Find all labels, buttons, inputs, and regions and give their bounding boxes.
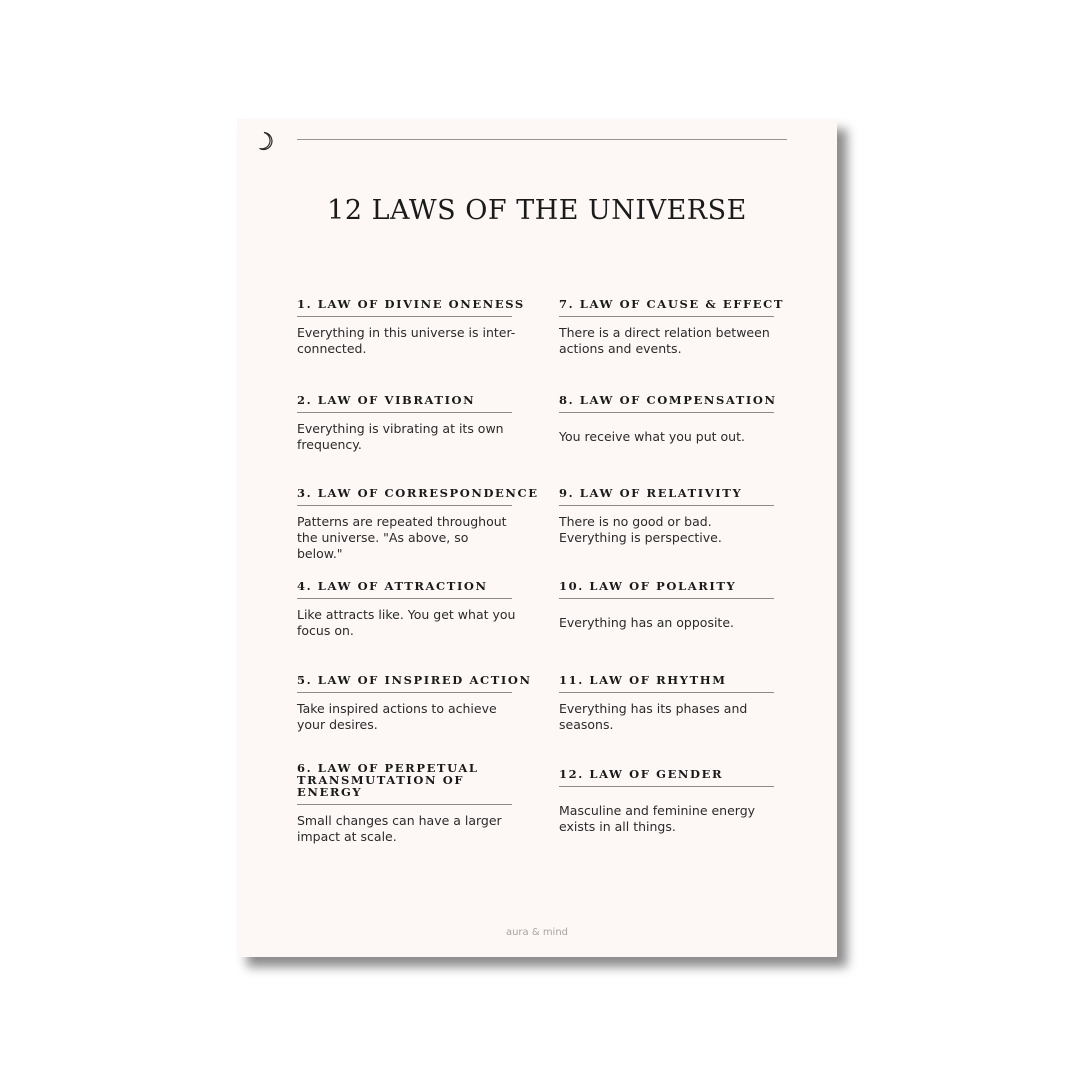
law-item [297, 394, 517, 453]
law-description: Take inspired actions to achieve your desires. [297, 701, 497, 732]
law-heading: 8. LAW OF COMPENSATION [559, 393, 777, 407]
law-item [559, 580, 779, 631]
law-heading: 5. LAW OF INSPIRED ACTION [297, 673, 532, 687]
law-item [297, 297, 525, 357]
law-item [297, 580, 517, 639]
law-item [297, 673, 532, 733]
law-heading: 2. LAW OF VIBRATION [297, 393, 476, 407]
law-divider [559, 505, 774, 506]
law-divider [297, 692, 512, 693]
law-item [559, 297, 785, 357]
law-heading: 11. LAW OF RHYTHM [559, 673, 727, 687]
law-item [559, 674, 779, 733]
law-item [297, 486, 539, 562]
law-heading: 6. LAW OF PERPETUAL TRANSMUTATION OF ENERGY [297, 761, 479, 799]
law-heading: 1. LAW OF DIVINE ONENESS [297, 297, 525, 311]
law-heading: 9. LAW OF RELATIVITY [559, 486, 743, 500]
crescent-moon-icon [257, 131, 275, 151]
law-divider [297, 505, 512, 506]
law-description: Everything is vibrating at its own frequency. [297, 421, 504, 452]
law-item [559, 487, 779, 546]
law-description: Small changes can have a larger impact at scale. [297, 813, 502, 844]
law-heading: 7. LAW OF CAUSE & EFFECT [559, 297, 785, 311]
law-divider [297, 804, 512, 805]
law-item [559, 394, 779, 445]
law-divider [559, 316, 774, 317]
law-divider [297, 598, 512, 599]
header-divider [297, 139, 787, 140]
law-divider [559, 598, 774, 599]
law-heading: 10. LAW OF POLARITY [559, 579, 737, 593]
law-item [297, 762, 517, 845]
law-description: Everything in this universe is inter-connected. [297, 325, 516, 356]
law-description: Everything has its phases and seasons. [559, 701, 748, 732]
law-description: There is no good or bad. Everything is perspective. [559, 514, 722, 545]
law-divider [559, 412, 774, 413]
law-heading: 12. LAW OF GENDER [559, 767, 724, 781]
printable-page [237, 119, 837, 957]
page-title: 12 LAWS OF THE UNIVERSE [327, 195, 747, 226]
law-divider [297, 412, 512, 413]
law-divider [559, 786, 774, 787]
law-item [559, 768, 779, 835]
law-description: Everything has an opposite. [559, 615, 734, 630]
law-divider [297, 316, 512, 317]
law-heading: 3. LAW OF CORRESPONDENCE [297, 486, 539, 500]
law-description: You receive what you put out. [559, 429, 745, 444]
law-description: Patterns are repeated throughout the universe. "As above, so below." [297, 514, 507, 561]
law-divider [559, 692, 774, 693]
law-heading: 4. LAW OF ATTRACTION [297, 579, 488, 593]
law-description: Masculine and feminine energy exists in all things. [559, 803, 756, 834]
law-description: Like attracts like. You get what you focus on. [297, 607, 516, 638]
brand-footer: aura & mind [505, 927, 569, 938]
law-description: There is a direct relation between actions and events. [559, 325, 770, 356]
